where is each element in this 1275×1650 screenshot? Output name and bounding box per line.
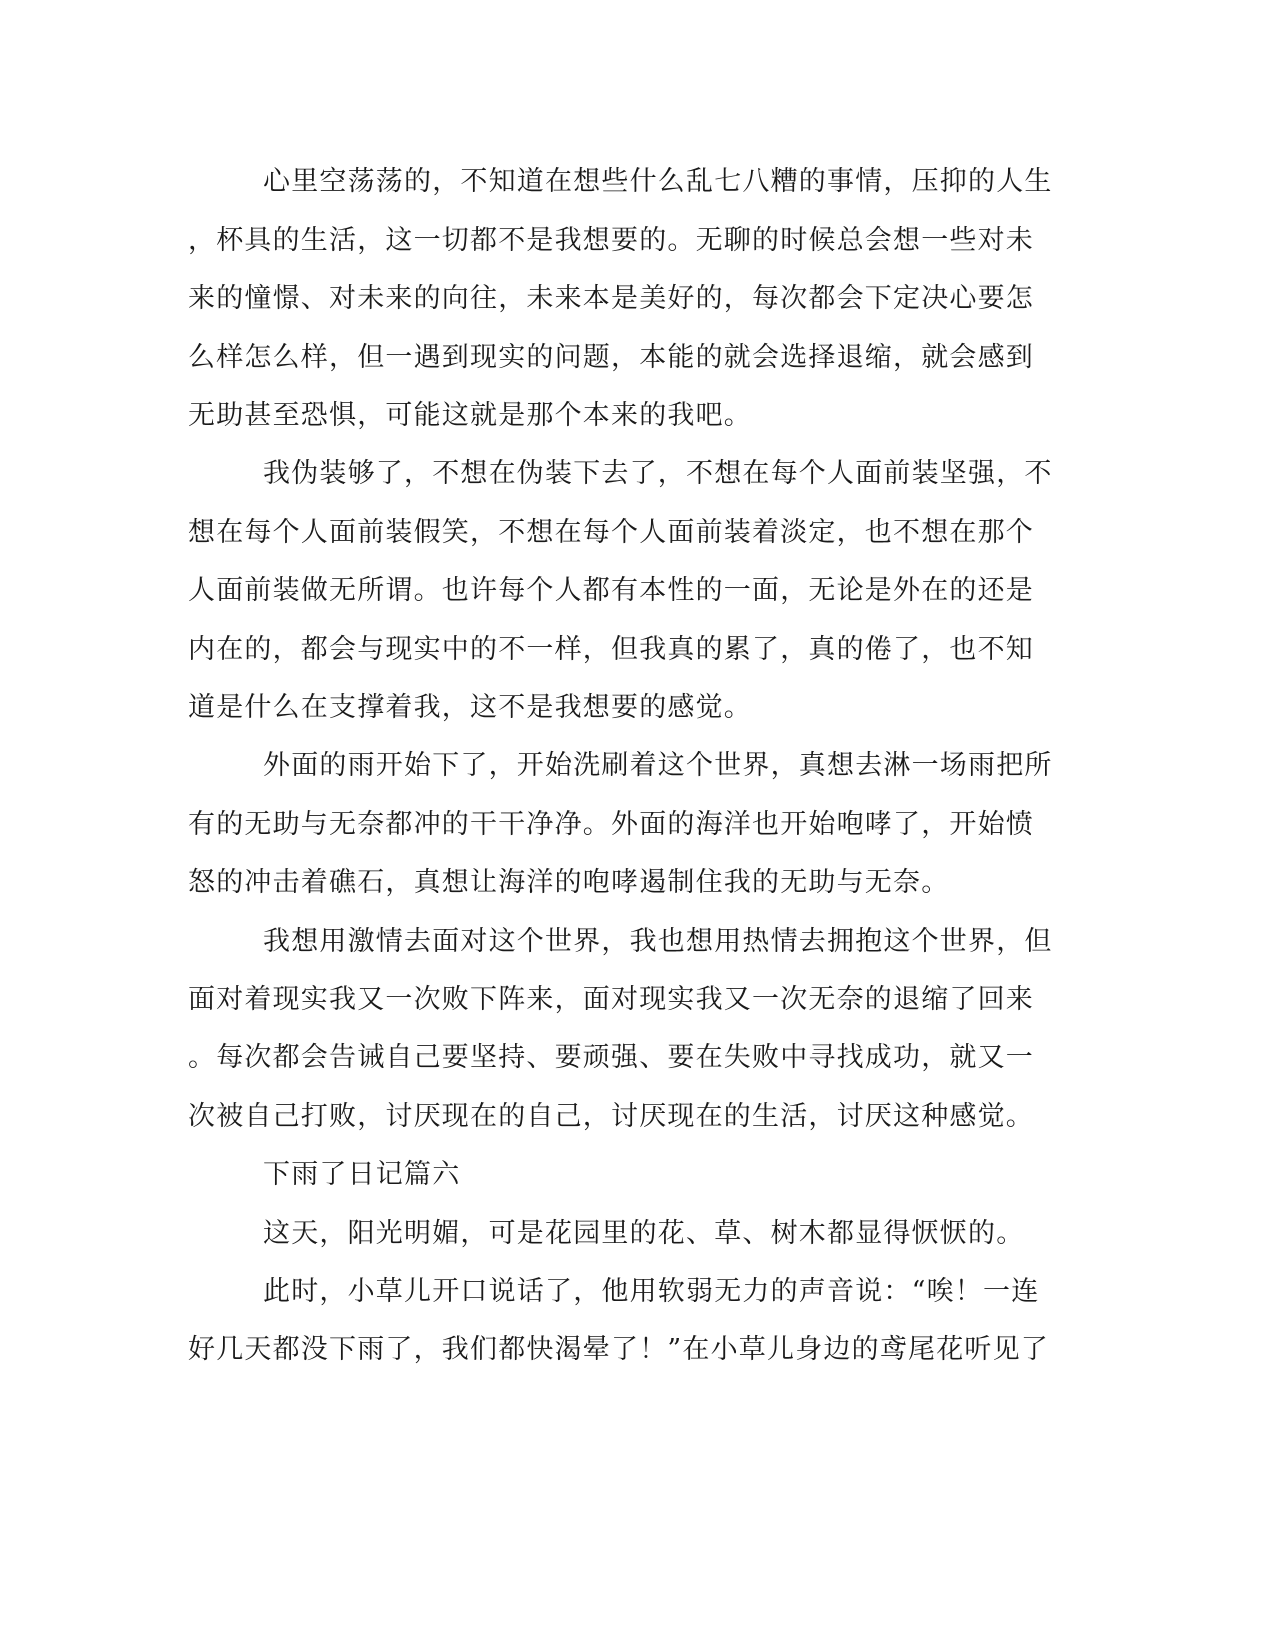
- text-line: ，杯具的生活，这一切都不是我想要的。无聊的时候总会想一些对未: [188, 225, 1034, 256]
- text-line: 我想用激情去面对这个世界，我也想用热情去拥抱这个世界，但: [263, 926, 1053, 957]
- text-line: 好几天都没下雨了，我们都快渴晕了！”在小草儿身边的鸢尾花听见了: [188, 1334, 1050, 1365]
- section-heading: 下雨了日记篇六: [263, 1159, 461, 1190]
- text-line: 此时，小草儿开口说话了，他用软弱无力的声音说：“唉！一连: [263, 1276, 1040, 1307]
- text-line: 来的憧憬、对未来的向往，未来本是美好的，每次都会下定决心要怎: [188, 283, 1034, 314]
- text-line: 这天，阳光明媚，可是花园里的花、草、树木都显得恹恹的。: [263, 1218, 1025, 1249]
- text-line: 怒的冲击着礁石，真想让海洋的咆哮遏制住我的无助与无奈。: [188, 867, 950, 898]
- text-line: 。每次都会告诫自己要坚持、要顽强、要在失败中寻找成功，就又一: [188, 1042, 1034, 1073]
- text-line: 心里空荡荡的，不知道在想些什么乱七八糟的事情，压抑的人生: [263, 166, 1053, 197]
- text-line: 我伪装够了，不想在伪装下去了，不想在每个人面前装坚强，不: [263, 458, 1053, 489]
- text-line: 无助甚至恐惧，可能这就是那个本来的我吧。: [188, 400, 752, 431]
- text-line: 面对着现实我又一次败下阵来，面对现实我又一次无奈的退缩了回来: [188, 984, 1034, 1015]
- text-line: 人面前装做无所谓。也许每个人都有本性的一面，无论是外在的还是: [188, 575, 1034, 606]
- text-line: 道是什么在支撑着我，这不是我想要的感觉。: [188, 692, 752, 723]
- text-line: 有的无助与无奈都冲的干干净净。外面的海洋也开始咆哮了，开始愤: [188, 809, 1034, 840]
- text-line: 次被自己打败，讨厌现在的自己，讨厌现在的生活，讨厌这种感觉。: [188, 1101, 1034, 1132]
- text-line: 外面的雨开始下了，开始洗刷着这个世界，真想去淋一场雨把所: [263, 750, 1053, 781]
- text-line: 内在的，都会与现实中的不一样，但我真的累了，真的倦了，也不知: [188, 634, 1034, 665]
- text-line: 想在每个人面前装假笑，不想在每个人面前装着淡定，也不想在那个: [188, 517, 1034, 548]
- text-line: 么样怎么样，但一遇到现实的问题，本能的就会选择退缩，就会感到: [188, 342, 1034, 373]
